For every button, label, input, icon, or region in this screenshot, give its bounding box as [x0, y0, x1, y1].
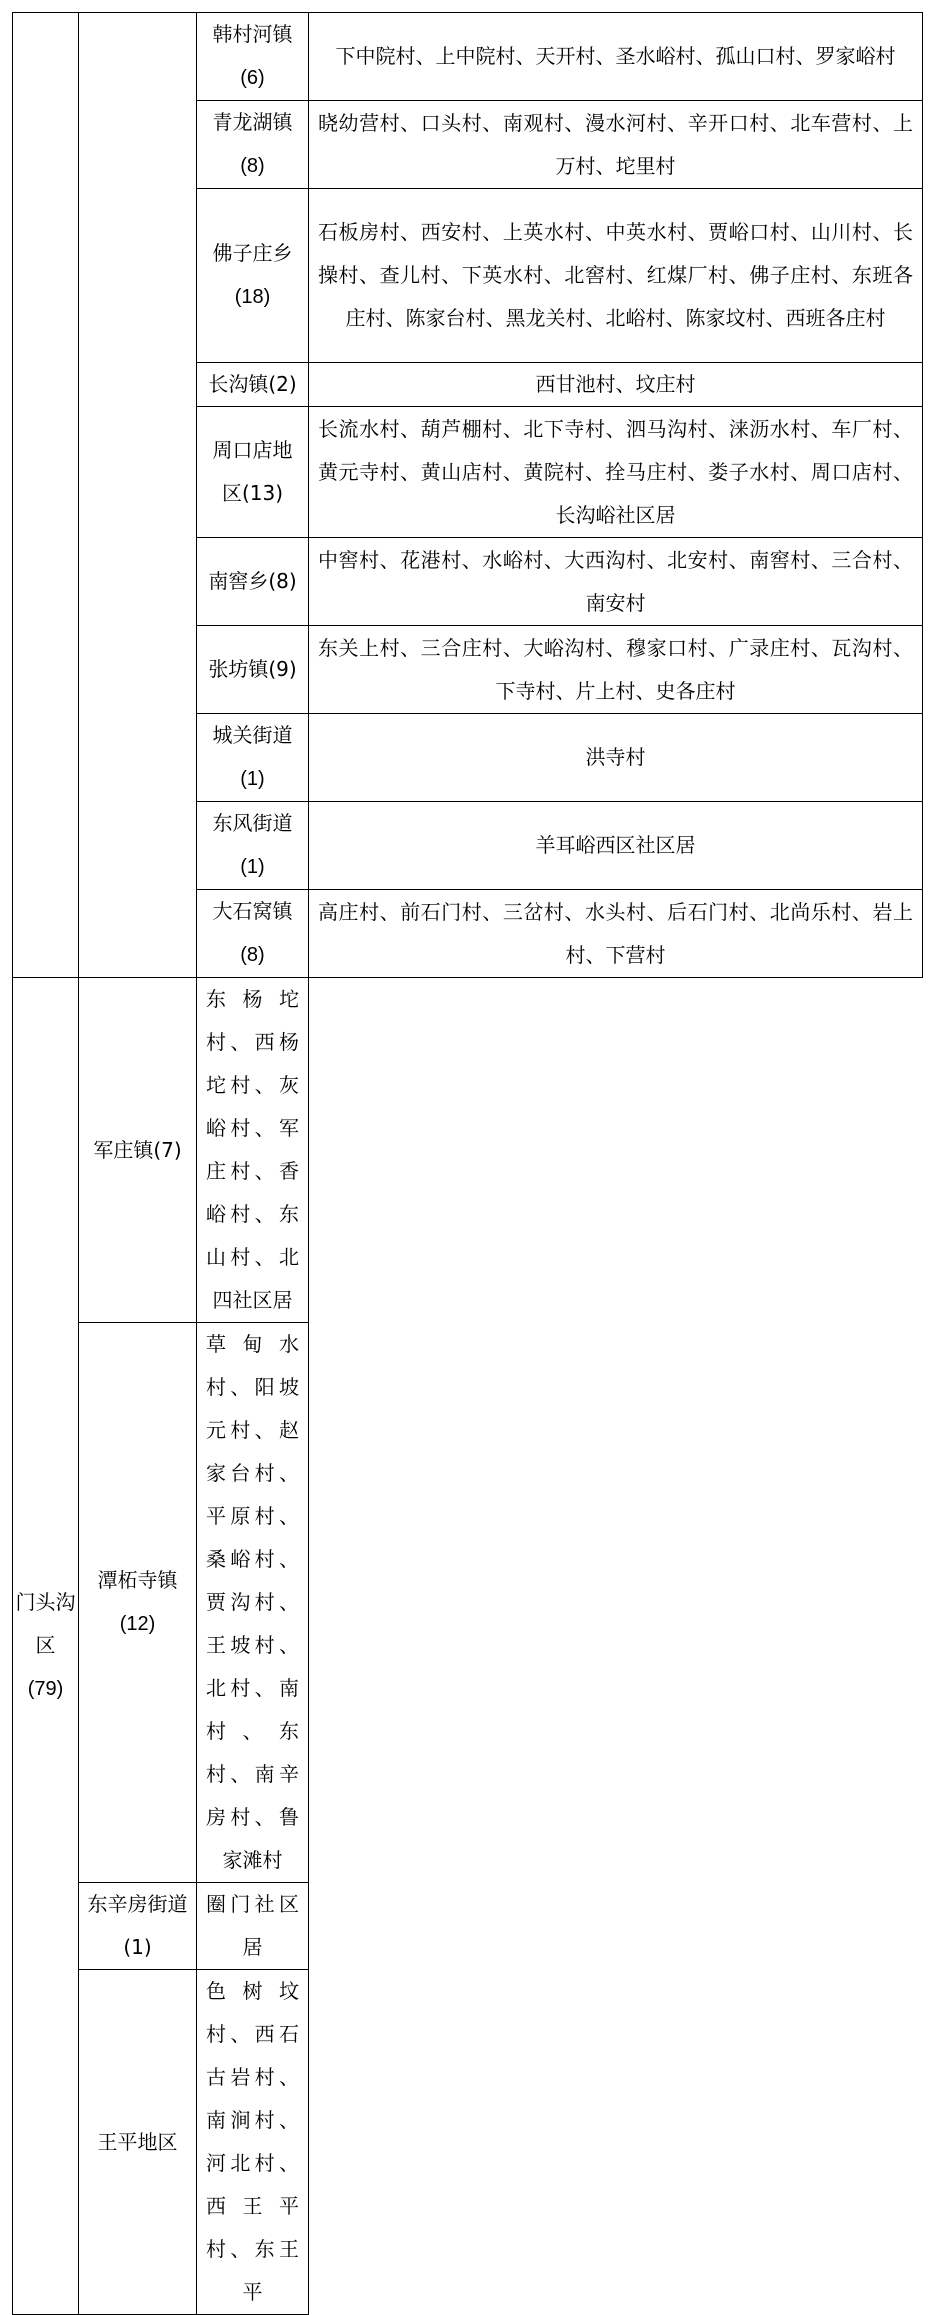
- table-row: [13, 1970, 923, 2315]
- villages-cell: 东关上村、三合庄村、大峪沟村、穆家口村、广录庄村、瓦沟村、下寺村、片上村、史各庄村: [309, 626, 923, 714]
- villages-cell: 洪寺村: [309, 714, 923, 802]
- town-cell: 潭柘寺镇 (12): [79, 1323, 197, 1883]
- district-cell: 门头沟区 (79): [13, 978, 79, 2315]
- villages-cell: 色树坟村、西石古岩村、南涧村、河北村、西王平村、东王平: [197, 1970, 309, 2315]
- town-cell: 张坊镇(9): [197, 626, 309, 714]
- town-cell: 东辛房街道(1): [79, 1883, 197, 1970]
- town-cell: 东风街道 (1): [197, 802, 309, 890]
- table-row: [13, 13, 923, 101]
- villages-cell: 中窖村、花港村、水峪村、大西沟村、北安村、南窖村、三合村、南安村: [309, 538, 923, 626]
- villages-cell: 晓幼营村、口头村、南观村、漫水河村、辛开口村、北车营村、上万村、坨里村: [309, 101, 923, 189]
- town-cell: 军庄镇(7): [79, 978, 197, 1323]
- villages-cell: 东杨坨村、西杨坨村、灰峪村、军庄村、香峪村、东山村、北四社区居: [197, 978, 309, 1323]
- villages-cell: 西甘池村、坟庄村: [309, 363, 923, 407]
- villages-cell: 长流水村、葫芦棚村、北下寺村、泗马沟村、涞沥水村、车厂村、黄元寺村、黄山店村、黄院村、拴马庄村、娄子水村、周口店村、长沟峪社区居: [309, 407, 923, 538]
- villages-cell: 羊耳峪西区社区居: [309, 802, 923, 890]
- town-cell: 青龙湖镇 (8): [197, 101, 309, 189]
- town-cell: 城关街道 (1): [197, 714, 309, 802]
- villages-cell: 下中院村、上中院村、天开村、圣水峪村、孤山口村、罗家峪村: [309, 13, 923, 101]
- town-cell: 韩村河镇 (6): [197, 13, 309, 101]
- villages-cell: 石板房村、西安村、上英水村、中英水村、贾峪口村、山川村、长操村、查儿村、下英水村、北窖村、红煤厂村、佛子庄村、东班各庄村、陈家台村、黑龙关村、北峪村、陈家坟村、西班各庄村: [309, 189, 923, 363]
- villages-cell: 高庄村、前石门村、三岔村、水头村、后石门村、北尚乐村、岩上村、下营村: [309, 890, 923, 978]
- province-cell: [13, 13, 79, 978]
- town-cell: 大石窝镇 (8): [197, 890, 309, 978]
- town-cell: 周口店地区(13): [197, 407, 309, 538]
- table-row: [13, 978, 923, 1323]
- villages-cell: 圈门社区居: [197, 1883, 309, 1970]
- village-table: [12, 12, 923, 2315]
- town-cell: 长沟镇(2): [197, 363, 309, 407]
- town-cell: 佛子庄乡 (18): [197, 189, 309, 363]
- table-row: [13, 1883, 923, 1970]
- table-row: [13, 1323, 923, 1883]
- town-cell: 南窖乡(8): [197, 538, 309, 626]
- district-cell: [79, 13, 197, 978]
- town-cell: 王平地区: [79, 1970, 197, 2315]
- villages-cell: 草甸水村、阳坡元村、赵家台村、平原村、桑峪村、贾沟村、王坡村、北村、南村、东村、南辛房村、鲁家滩村: [197, 1323, 309, 1883]
